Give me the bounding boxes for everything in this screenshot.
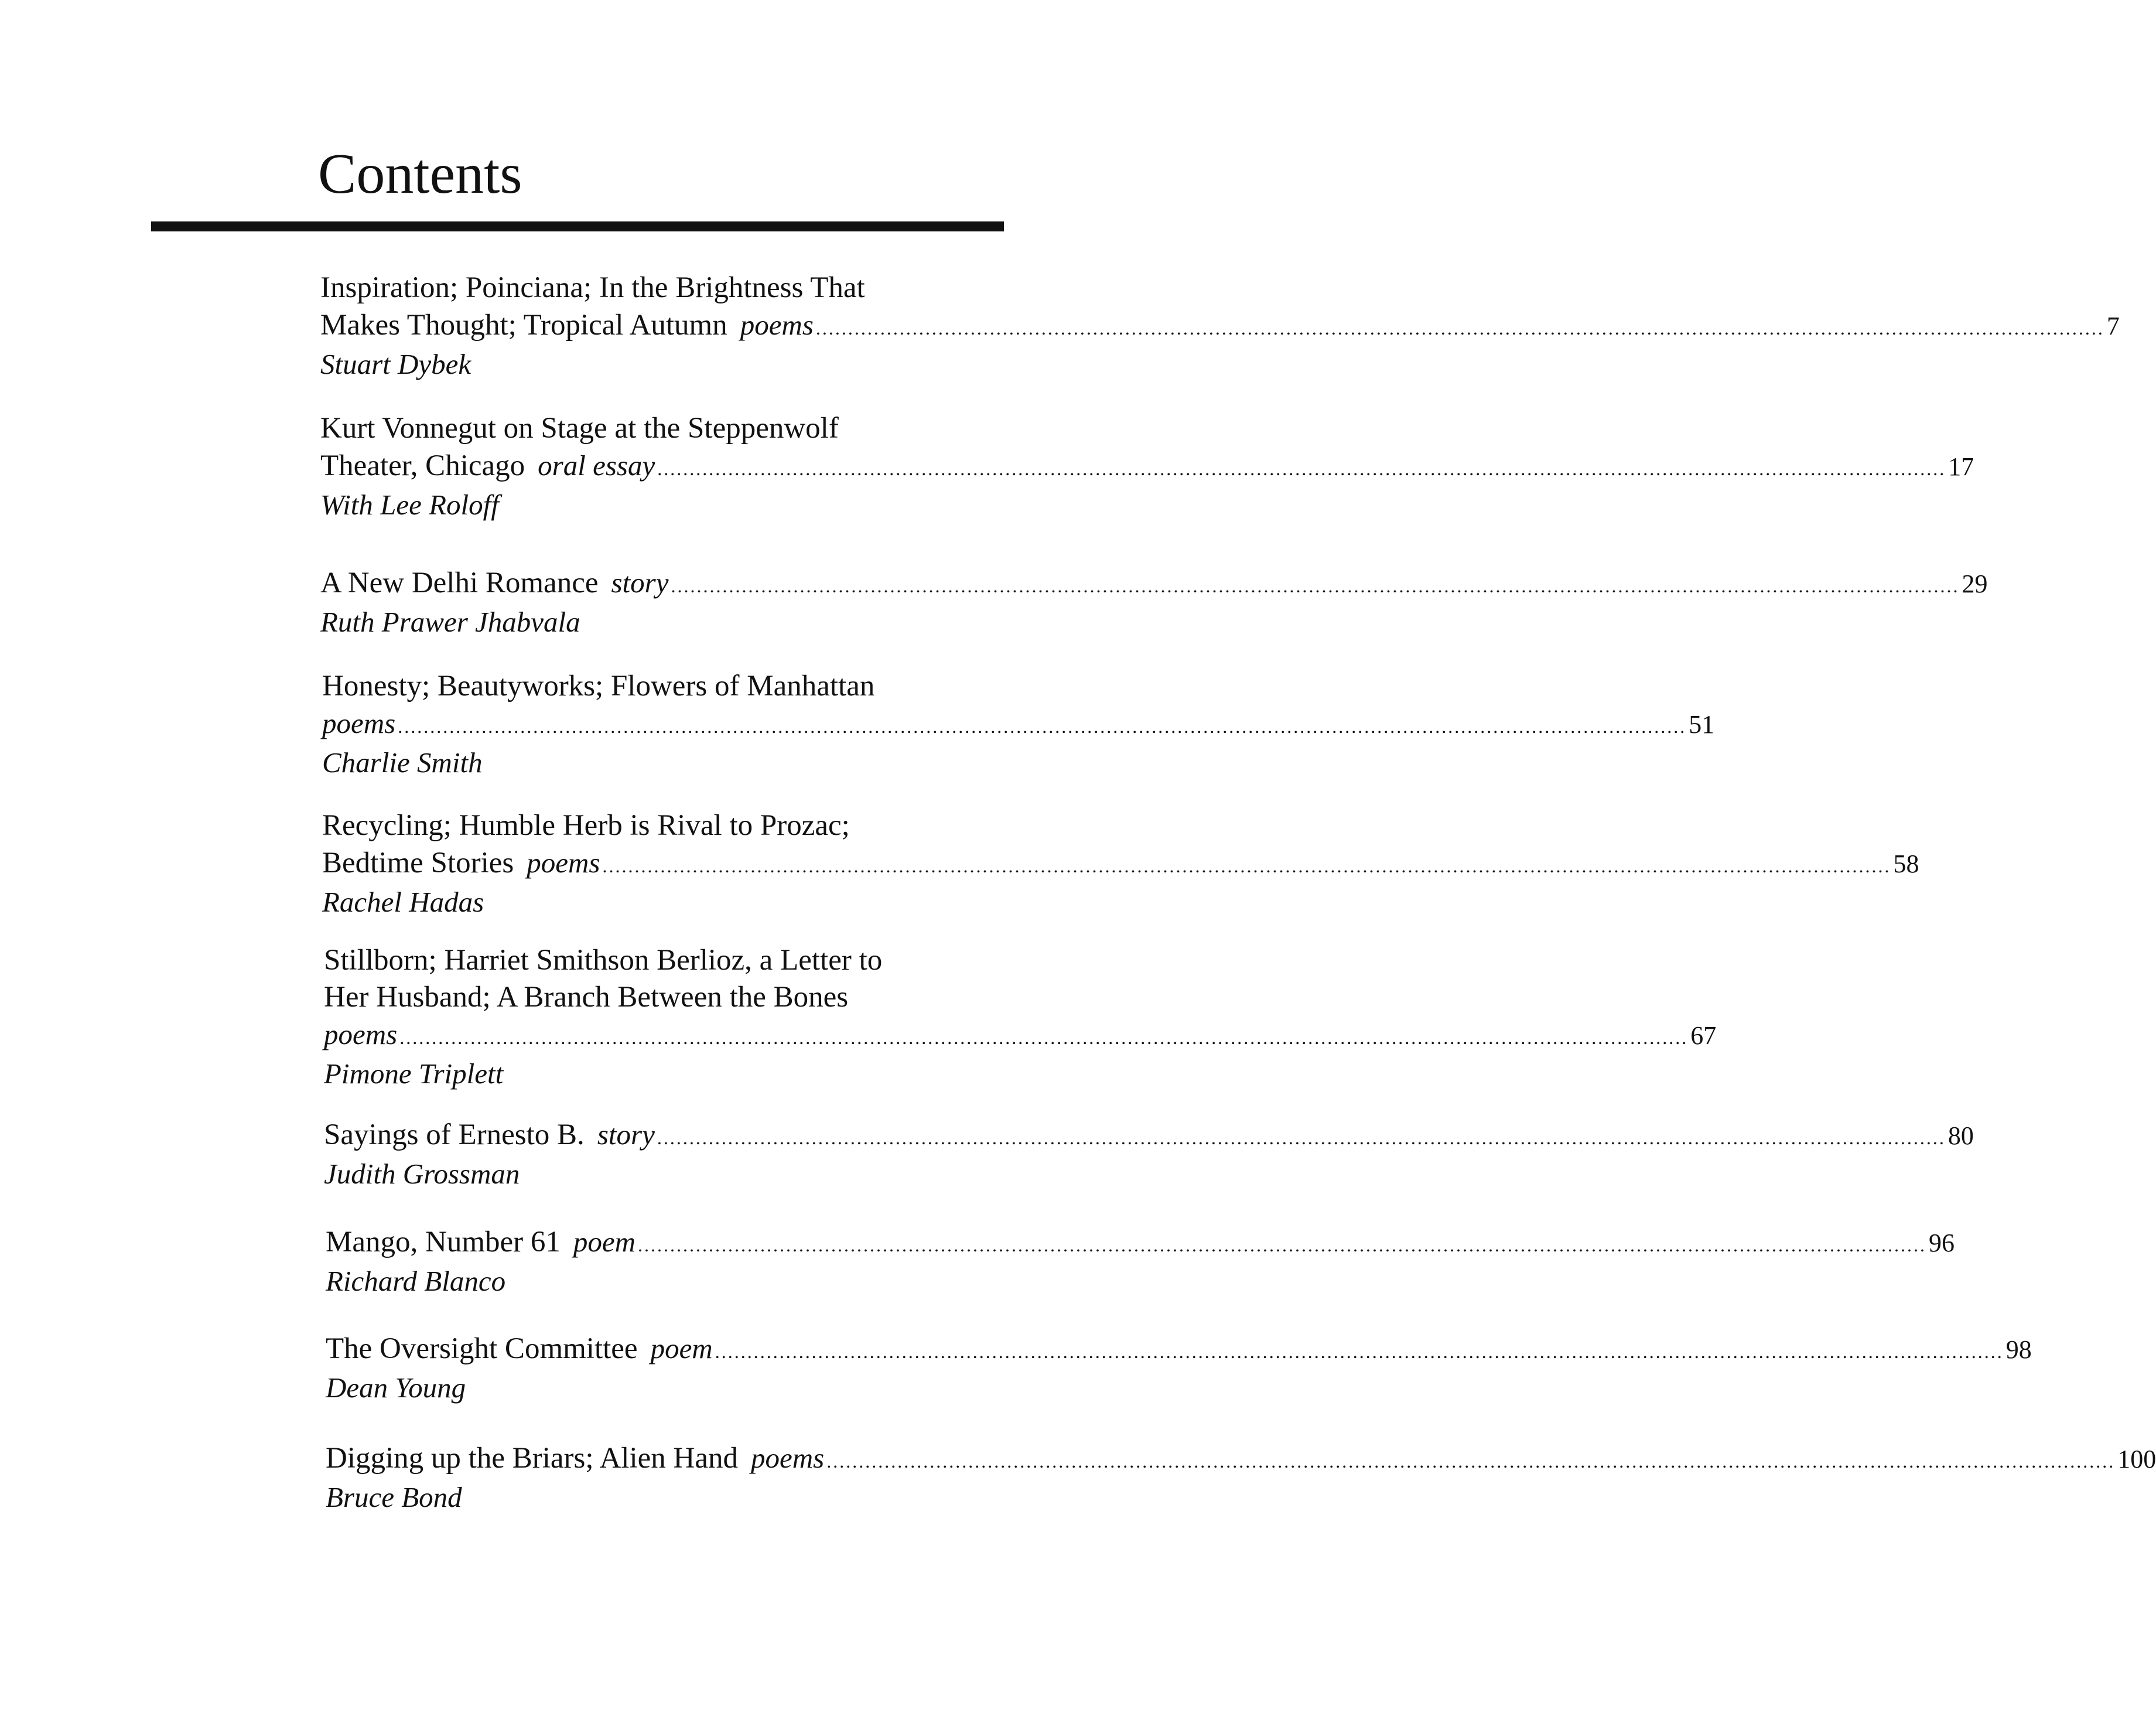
entry-title: Makes Thought; Tropical Autumn [320, 309, 727, 342]
entry-title-last-line [326, 1439, 2156, 1480]
entry-genre: poem [573, 1226, 635, 1258]
entry-page-number: 7 [2106, 312, 2120, 340]
entry-title-last-line [326, 1223, 1955, 1264]
entry-heading [320, 564, 1988, 605]
entry-genre: poems [324, 1018, 398, 1050]
dot-leader: ........................................................................................................................................................................................................ [815, 318, 2104, 339]
toc-entry [324, 942, 1717, 1091]
toc-entry [320, 269, 2120, 382]
entry-title-line: Her Husband; A Branch Between the Bones [324, 981, 849, 1014]
entry-author: Pimone Triplett [324, 1057, 504, 1090]
entry-page-number: 29 [1962, 569, 1988, 598]
entry-title: Digging up the Briars; Alien Hand [326, 1442, 738, 1475]
entry-page-number: 58 [1893, 850, 1919, 878]
entry-title-line: Kurt Vonnegut on Stage at the Steppenwolf [320, 412, 839, 445]
entry-title: The Oversight Committee [326, 1332, 638, 1365]
entry-title: Bedtime Stories [322, 847, 514, 879]
entry-heading [320, 269, 2120, 347]
dot-leader: ........................................................................................................................................................................................................ [715, 1341, 2004, 1362]
entry-title: A New Delhi Romance [320, 567, 599, 599]
dot-leader: ........................................................................................................................................................................................................ [657, 1127, 1946, 1148]
entry-heading [326, 1330, 2032, 1370]
entry-title-last-line [320, 564, 1988, 605]
dot-leader: ........................................................................................................................................................................................................ [638, 1234, 1926, 1256]
entry-page-number: 96 [1929, 1229, 1955, 1257]
entry-author: Judith Grossman [324, 1158, 520, 1190]
toc-entry [320, 410, 1974, 523]
toc-entry [324, 1116, 1974, 1192]
dot-leader: ........................................................................................................................................................................................................ [657, 458, 1946, 479]
entry-title-line: Stillborn; Harriet Smithson Berlioz, a Letter to [324, 944, 883, 977]
entry-page-number: 100 [2117, 1445, 2156, 1473]
entry-genre: poems [751, 1442, 825, 1474]
entry-genre: poems [322, 707, 396, 739]
entry-title-line: Recycling; Humble Herb is Rival to Prozac; [322, 809, 850, 842]
entry-genre: story [611, 567, 669, 599]
entry-page-number: 17 [1948, 452, 1974, 481]
dot-leader: ........................................................................................................................................................................................................ [671, 575, 1960, 596]
entry-heading [326, 1223, 1955, 1264]
entry-genre: poems [527, 847, 600, 879]
entry-title: Mango, Number 61 [326, 1226, 561, 1258]
toc-entry [326, 1439, 2156, 1515]
dot-leader: ........................................................................................................................................................................................................ [399, 1027, 1689, 1048]
entry-page-number: 80 [1947, 1121, 1974, 1150]
entry-genre: oral essay [538, 449, 655, 482]
entry-title: Theater, Chicago [320, 449, 525, 482]
entry-title-line: Honesty; Beautyworks; Flowers of Manhattan [322, 670, 875, 702]
entry-author: Stuart Dybek [320, 348, 471, 380]
entry-title-last-line [320, 447, 1974, 487]
dot-leader: ........................................................................................................................................................................................................ [602, 855, 1891, 876]
entry-heading [320, 410, 1974, 487]
dot-leader: ........................................................................................................................................................................................................ [398, 716, 1687, 737]
entry-page-number: 51 [1689, 710, 1715, 739]
title-rule [151, 221, 1004, 231]
entry-title-last-line [324, 1116, 1974, 1156]
page-title: Contents [318, 142, 522, 206]
entry-author: Charlie Smith [322, 746, 483, 779]
entry-title-last-line [320, 306, 2120, 347]
toc-entry [320, 564, 1988, 640]
toc-entry [326, 1330, 2032, 1405]
entry-author: Rachel Hadas [322, 886, 484, 918]
entry-author: With Lee Roloff [320, 489, 499, 521]
entry-title-last-line [324, 1016, 1717, 1056]
entry-author: Dean Young [326, 1372, 466, 1404]
toc-entry [322, 807, 1919, 920]
entry-heading [322, 807, 1919, 885]
entry-title-last-line [322, 844, 1919, 885]
entry-author: Ruth Prawer Jhabvala [320, 606, 580, 638]
toc-entry [326, 1223, 1955, 1299]
entry-title-line: Inspiration; Poinciana; In the Brightness That [320, 271, 865, 304]
entry-heading [324, 942, 1717, 1056]
entry-title: Sayings of Ernesto B. [324, 1118, 585, 1151]
entry-genre: poem [650, 1332, 713, 1364]
entry-genre: poems [740, 309, 814, 341]
entry-page-number: 67 [1690, 1021, 1717, 1050]
entry-title-last-line [322, 705, 1715, 745]
entry-author: Richard Blanco [326, 1265, 506, 1297]
entry-author: Bruce Bond [326, 1481, 462, 1513]
dot-leader: ........................................................................................................................................................................................................ [826, 1451, 2116, 1472]
toc-entry [322, 668, 1715, 780]
entry-heading [322, 668, 1715, 745]
entry-heading [326, 1439, 2156, 1480]
entry-page-number: 98 [2005, 1335, 2032, 1364]
entry-title-last-line [326, 1330, 2032, 1370]
entry-heading [324, 1116, 1974, 1156]
entry-genre: story [597, 1118, 655, 1151]
